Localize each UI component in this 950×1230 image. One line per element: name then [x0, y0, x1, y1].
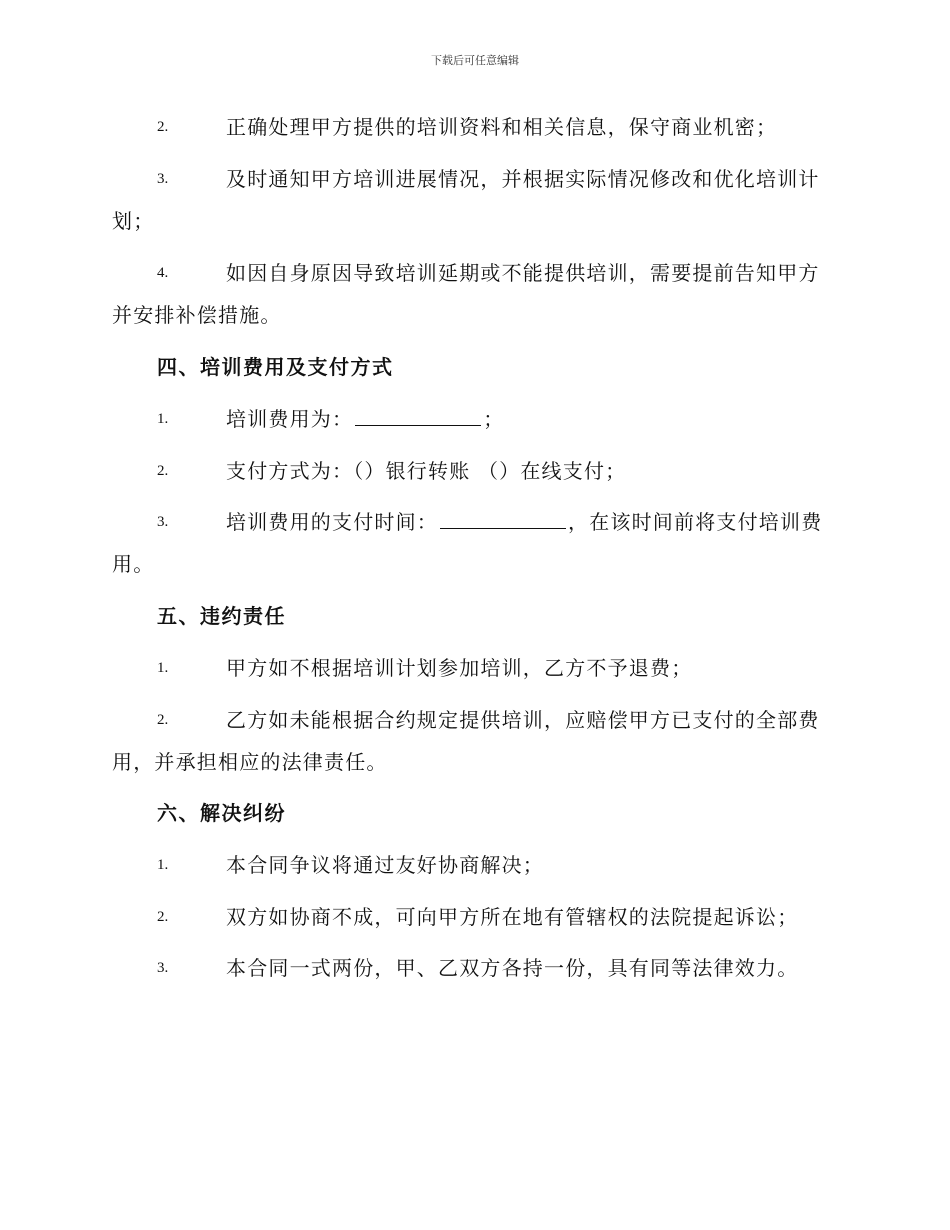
clause-number: 3. [157, 960, 169, 976]
clause-text-suffix: ，在该时间前将支付培训费 [568, 510, 823, 534]
clause-text: 及时通知甲方培训进展情况，并根据实际情况修改和优化培训计 [226, 167, 820, 191]
clause-number: 2. [157, 463, 169, 479]
fee-amount-blank[interactable] [355, 405, 481, 426]
section-title: 六、解决纠纷 [157, 801, 286, 825]
clause-number: 3. [157, 171, 169, 187]
clause-text: 支付方式为：（）银行转账 （）在线支付； [226, 459, 627, 483]
section-title: 五、违约责任 [157, 604, 286, 628]
clause-number: 2. [157, 909, 169, 925]
clause-text-prefix: 培训费用为： [226, 407, 354, 431]
payment-time-blank[interactable] [440, 508, 566, 529]
clause-number: 2. [157, 119, 169, 135]
clause-text-continuation: 用。 [112, 552, 155, 576]
clause-text: 甲方如不根据培训计划参加培训，乙方不予退费； [226, 656, 693, 680]
clause-text [226, 502, 822, 542]
clause-text-continuation: 划； [112, 209, 155, 233]
clause-text-suffix: ； [483, 407, 505, 431]
clause-number: 4. [157, 265, 169, 281]
clause-text-prefix: 培训费用的支付时间： [226, 510, 438, 534]
clause-number: 1. [157, 660, 169, 676]
clause-number: 3. [157, 514, 169, 530]
clause-number: 1. [157, 857, 169, 873]
page-header: 下载后可任意编辑 [431, 54, 519, 67]
clause-text: 双方如协商不成，可向甲方所在地有管辖权的法院提起诉讼； [226, 905, 799, 929]
clause-number: 2. [157, 712, 169, 728]
clause-text: 如因自身原因导致培训延期或不能提供培训，需要提前告知甲方 [226, 261, 820, 285]
clause-text: 本合同争议将通过友好协商解决； [226, 853, 544, 877]
section-title: 四、培训费用及支付方式 [157, 355, 394, 379]
clause-text: 本合同一式两份，甲、乙双方各持一份，具有同等法律效力。 [226, 956, 799, 980]
clause-text-continuation: 用，并承担相应的法律责任。 [112, 750, 388, 774]
clause-number: 1. [157, 411, 169, 427]
clause-text-continuation: 并安排补偿措施。 [112, 303, 282, 327]
clause-text: 正确处理甲方提供的培训资料和相关信息，保守商业机密； [226, 115, 778, 139]
clause-text: 乙方如未能根据合约规定提供培训，应赔偿甲方已支付的全部费 [226, 708, 820, 732]
clause-text [226, 399, 504, 439]
